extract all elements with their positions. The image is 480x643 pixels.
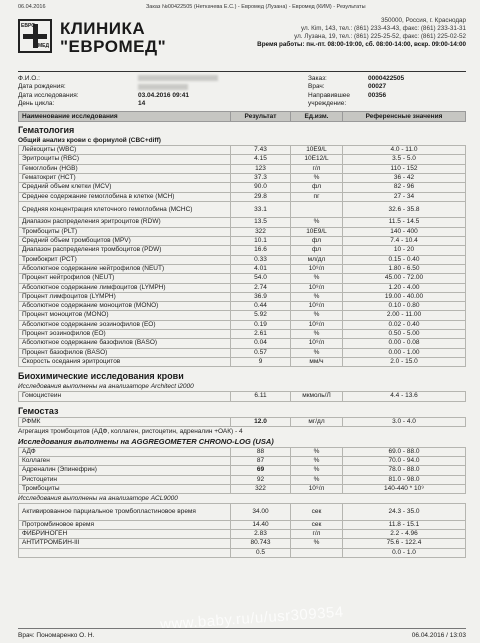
- study-date-label: Дата исследования:: [18, 91, 79, 99]
- test-unit: сек: [291, 504, 343, 521]
- test-name: Скорость оседания эритроцитов: [19, 357, 231, 366]
- test-reference: 1.80 - 6.50: [343, 264, 466, 273]
- test-name: Абсолютное содержание нейтрофилов (NEUT): [19, 264, 231, 273]
- test-unit: %: [291, 330, 343, 339]
- table-row: [19, 246, 466, 255]
- logo-text-top: ЕВРО: [21, 23, 36, 29]
- test-result: 2.74: [231, 283, 291, 292]
- test-name: Абсолютное содержание эозинофилов (EO): [19, 320, 231, 329]
- test-unit: 10⁹/л: [291, 264, 343, 273]
- test-unit: %: [291, 447, 343, 456]
- clinic-address: [210, 17, 466, 49]
- test-result: 14.40: [231, 520, 291, 529]
- test-reference: 0.50 - 5.00: [343, 330, 466, 339]
- test-unit: мл/дл: [291, 255, 343, 264]
- test-name: Средний объем тромбоцитов (MPV): [19, 237, 231, 246]
- birth-label: Дата рождения:: [18, 83, 66, 91]
- col-ref-header: Референсные значения: [343, 112, 466, 122]
- test-name: Процент лимфоцитов (LYMPH): [19, 292, 231, 301]
- test-result: 16.6: [231, 246, 291, 255]
- test-unit: фл: [291, 246, 343, 255]
- cycle-day-value: 14: [138, 99, 146, 107]
- table-row: [19, 201, 466, 218]
- study-date-value: 03.04.2016 09:41: [138, 91, 189, 99]
- test-result: 6.11: [231, 392, 291, 401]
- test-result: 2.83: [231, 530, 291, 539]
- test-name: Процент нейтрофилов (NEUT): [19, 274, 231, 283]
- test-name: Гомоцистеин: [19, 392, 231, 401]
- test-unit: мг/дл: [291, 417, 343, 426]
- test-name: Коллаген: [19, 457, 231, 466]
- test-result: 29.8: [231, 192, 291, 201]
- table-row: [19, 357, 466, 366]
- table-row: [19, 264, 466, 273]
- table-row: [19, 330, 466, 339]
- euromed-logo-icon: [18, 19, 52, 53]
- doctor-signature: Врач: Пономаренко О. Н.: [18, 632, 95, 639]
- table-row: [19, 274, 466, 283]
- test-reference: 36 - 42: [343, 174, 466, 183]
- test-name: Среднее содержание гемоглобина в клетке (MCH): [19, 192, 231, 201]
- test-name: Лейкоциты (WBC): [19, 146, 231, 155]
- test-reference: 27 - 34: [343, 192, 466, 201]
- test-result: 0.19: [231, 320, 291, 329]
- test-unit: %: [291, 475, 343, 484]
- test-result: 9: [231, 357, 291, 366]
- hematology-title: Гематология: [18, 125, 75, 136]
- test-reference: 4.4 - 13.6: [343, 392, 466, 401]
- test-reference: 32.6 - 35.8: [343, 201, 466, 218]
- test-name: Протромбиновое время: [19, 520, 231, 529]
- coagulation-table: [18, 503, 466, 558]
- address-line1: 350000, Россия, г. Краснодар: [380, 17, 466, 24]
- clinic-name-line1: КЛИНИКА: [60, 19, 146, 38]
- test-name: Гемоглобин (HGB): [19, 164, 231, 173]
- test-unit: %: [291, 218, 343, 227]
- test-result: 34.00: [231, 504, 291, 521]
- table-row: [19, 311, 466, 320]
- test-result: 36.9: [231, 292, 291, 301]
- results-table-header: [18, 111, 466, 122]
- test-result: 12.0: [231, 417, 291, 426]
- col-unit-header: Ед.изм.: [291, 112, 343, 122]
- address-line3: ул. Лузана, 19, тел.: (861) 225-25-52, факс: (861) 225-02-52: [294, 33, 466, 40]
- test-name: Адреналин (Эпинефрин): [19, 466, 231, 475]
- test-name: Процент моноцитов (MONO): [19, 311, 231, 320]
- test-unit: фл: [291, 183, 343, 192]
- test-name: Гематокрит (HCT): [19, 174, 231, 183]
- test-name: Активированное парциальное тромбопластиновое время: [19, 504, 231, 521]
- biochem-title: Биохимические исследования крови: [18, 371, 184, 382]
- test-reference: 0.0 - 1.0: [343, 548, 466, 557]
- test-name: Средний объем клетки (MCV): [19, 183, 231, 192]
- test-name: АДФ: [19, 447, 231, 456]
- test-reference: 140 - 400: [343, 227, 466, 236]
- table-row: [19, 520, 466, 529]
- hematology-table: [18, 145, 466, 367]
- test-unit: %: [291, 466, 343, 475]
- doctor-code-value: 00027: [368, 83, 387, 91]
- test-reference: 4.0 - 11.0: [343, 146, 466, 155]
- test-unit: 10⁹/л: [291, 485, 343, 494]
- test-result: 13.5: [231, 218, 291, 227]
- table-row: [19, 302, 466, 311]
- biochem-note: Исследования выполнены на анализаторе Architect i2000: [18, 383, 194, 391]
- test-reference: 2.2 - 4.96: [343, 530, 466, 539]
- test-name: АНТИТРОМБИН-III: [19, 539, 231, 548]
- table-row: [19, 255, 466, 264]
- working-hours: Время работы: пн.-пт. 08:00-19:00, сб. 08:00-14:00, вскр. 09:00-14:00: [257, 41, 466, 48]
- test-unit: 10E9/L: [291, 146, 343, 155]
- order-label: Заказ:: [308, 75, 327, 82]
- test-reference: 140-440 * 10⁹: [343, 485, 466, 494]
- table-row: [19, 475, 466, 484]
- test-name: Тромбоциты: [19, 485, 231, 494]
- test-result: 37.3: [231, 174, 291, 183]
- test-reference: 3.5 - 5.0: [343, 155, 466, 164]
- test-result: 33.1: [231, 201, 291, 218]
- clinic-name-line2: "ЕВРОМЕД": [60, 37, 167, 56]
- test-reference: 110 - 152: [343, 164, 466, 173]
- test-result: 123: [231, 164, 291, 173]
- aggregometer-note: Исследования выполнены на AGGREGOMETER CHRONO-LOG (USA): [18, 436, 274, 446]
- test-unit: г/л: [291, 530, 343, 539]
- test-reference: 82 - 96: [343, 183, 466, 192]
- test-reference: 2.00 - 11.00: [343, 311, 466, 320]
- print-date: 06.04.2016: [18, 4, 46, 10]
- print-order-info: Заказ №00422505 (Неткачева Е.С.) - Евромед (Лузана) - Евромед (КИМ) - Результаты: [145, 4, 366, 10]
- test-reference: 11.5 - 14.5: [343, 218, 466, 227]
- sender-label: Направившее учреждение:: [308, 91, 351, 107]
- test-result: 0.57: [231, 348, 291, 357]
- test-result: 322: [231, 227, 291, 236]
- table-row: [19, 466, 466, 475]
- test-unit: %: [291, 174, 343, 183]
- hemostasis-table: [18, 417, 466, 427]
- test-unit: %: [291, 539, 343, 548]
- table-row: [19, 417, 466, 426]
- redacted-name: [138, 75, 218, 81]
- test-name: Эритроциты (RBC): [19, 155, 231, 164]
- test-result: 322: [231, 485, 291, 494]
- cbc-subtitle: Общий анализ крови с формулой (CBC+diff): [18, 137, 161, 145]
- test-result: 92: [231, 475, 291, 484]
- test-result: 90.0: [231, 183, 291, 192]
- test-name: Абсолютное содержание базофилов (BASO): [19, 339, 231, 348]
- logo-text-bottom: МЕД: [37, 43, 49, 49]
- test-reference: 19.00 - 40.00: [343, 292, 466, 301]
- test-unit: 10⁹/л: [291, 302, 343, 311]
- sender-value: 00356: [368, 91, 387, 99]
- table-row: [19, 392, 466, 401]
- table-row: [19, 530, 466, 539]
- test-reference: 11.8 - 15.1: [343, 520, 466, 529]
- test-reference: 0.15 - 0.40: [343, 255, 466, 264]
- test-reference: 2.0 - 15.0: [343, 357, 466, 366]
- table-row: [19, 146, 466, 155]
- test-result: 2.61: [231, 330, 291, 339]
- test-reference: 69.0 - 88.0: [343, 447, 466, 456]
- test-reference: 78.0 - 88.0: [343, 466, 466, 475]
- col-result-header: Результат: [231, 112, 291, 122]
- clinic-name: [60, 19, 210, 57]
- table-row: [19, 164, 466, 173]
- test-result: 0.04: [231, 339, 291, 348]
- table-row: [19, 155, 466, 164]
- test-result: 5.92: [231, 311, 291, 320]
- table-row: [19, 292, 466, 301]
- address-line2: ул. Кim, 143, тел.: (861) 233-43-43, факс: (861) 233-31-31: [301, 25, 466, 32]
- test-reference: 10 - 20: [343, 246, 466, 255]
- test-unit: г/л: [291, 164, 343, 173]
- redacted-birthdate: [138, 84, 188, 90]
- test-name: Тромбоциты (PLT): [19, 227, 231, 236]
- test-name: Процент базофилов (BASO): [19, 348, 231, 357]
- table-row: [19, 183, 466, 192]
- test-reference: 0.00 - 1.00: [343, 348, 466, 357]
- test-unit: 10⁹/л: [291, 283, 343, 292]
- acl-note: Исследования выполнены на анализаторе ACL9000: [18, 495, 178, 503]
- test-name: РФМК: [19, 417, 231, 426]
- test-unit: %: [291, 311, 343, 320]
- test-unit: мм/ч: [291, 357, 343, 366]
- test-name: Абсолютное содержание моноцитов (MONO): [19, 302, 231, 311]
- table-row: [19, 192, 466, 201]
- test-result: 80.743: [231, 539, 291, 548]
- test-result: 54.0: [231, 274, 291, 283]
- clinic-header: [18, 17, 466, 69]
- table-row: [19, 339, 466, 348]
- test-reference: 70.0 - 94.0: [343, 457, 466, 466]
- test-reference: 75.6 - 122.4: [343, 539, 466, 548]
- test-reference: 24.3 - 35.0: [343, 504, 466, 521]
- test-name: Диапазон распределения тромбоцитов (PDW): [19, 246, 231, 255]
- report-datetime: 06.04.2016 / 13:03: [411, 632, 466, 639]
- test-unit: мкмоль/Л: [291, 392, 343, 401]
- table-row: [19, 485, 466, 494]
- table-row: [19, 457, 466, 466]
- fio-label: Ф.И.О.:: [18, 75, 40, 82]
- test-unit: [291, 548, 343, 557]
- test-unit: %: [291, 292, 343, 301]
- test-reference: 3.0 - 4.0: [343, 417, 466, 426]
- test-name: Процент эозинофилов (EO): [19, 330, 231, 339]
- test-result: 7.43: [231, 146, 291, 155]
- test-name: Абсолютное содержание лимфоцитов (LYMPH): [19, 283, 231, 292]
- table-row: [19, 504, 466, 521]
- hemostasis-title: Гемостаз: [18, 405, 59, 416]
- cycle-day-label: День цикла:: [18, 99, 55, 107]
- test-result: 0.5: [231, 548, 291, 557]
- table-row: [19, 539, 466, 548]
- test-result: 87: [231, 457, 291, 466]
- test-result: 4.15: [231, 155, 291, 164]
- table-row: [19, 447, 466, 456]
- report-footer: [18, 628, 466, 639]
- test-name: Диапазон распределения эритроцитов (RDW): [19, 218, 231, 227]
- test-result: 69: [231, 466, 291, 475]
- test-name: Тромбокрит (PCT): [19, 255, 231, 264]
- table-row: [19, 218, 466, 227]
- test-unit: 10E12/L: [291, 155, 343, 164]
- aggregation-table: [18, 447, 466, 494]
- test-reference: 7.4 - 10.4: [343, 237, 466, 246]
- test-name: Средняя концентрация клеточного гемоглобина (MCHC): [19, 201, 231, 218]
- test-unit: %: [291, 274, 343, 283]
- table-row: [19, 283, 466, 292]
- test-reference: 0.00 - 0.08: [343, 339, 466, 348]
- patient-info: [18, 75, 466, 108]
- test-unit: пг: [291, 192, 343, 201]
- doctor-code-label: Врач:: [308, 83, 325, 91]
- print-header: [18, 4, 466, 13]
- aggregation-note: Агрегация тромбоцитов (АДФ, коллаген, ристоцетин, адреналин +ОАК) - 4: [18, 427, 243, 435]
- test-result: 88: [231, 447, 291, 456]
- order-value: 0000422505: [368, 75, 405, 82]
- test-reference: 81.0 - 98.0: [343, 475, 466, 484]
- table-row: [19, 320, 466, 329]
- test-reference: 45.00 - 72.00: [343, 274, 466, 283]
- table-row: [19, 548, 466, 557]
- test-result: 0.44: [231, 302, 291, 311]
- test-name: [19, 548, 231, 557]
- header-divider: [18, 71, 466, 72]
- test-name: ФИБРИНОГЕН: [19, 530, 231, 539]
- test-result: 4.01: [231, 264, 291, 273]
- test-unit: сек: [291, 520, 343, 529]
- table-row: [19, 227, 466, 236]
- watermark: www.baby.ru/u/usr309354: [159, 603, 345, 634]
- test-unit: 10E9/L: [291, 227, 343, 236]
- test-name: Ристоцетин: [19, 475, 231, 484]
- test-result: 0.33: [231, 255, 291, 264]
- test-reference: 0.02 - 0.40: [343, 320, 466, 329]
- biochem-table: [18, 391, 466, 401]
- table-row: [19, 348, 466, 357]
- test-result: 10.1: [231, 237, 291, 246]
- test-reference: 0.10 - 0.80: [343, 302, 466, 311]
- test-unit: 10⁹/л: [291, 320, 343, 329]
- test-unit: %: [291, 348, 343, 357]
- test-reference: 1.20 - 4.00: [343, 283, 466, 292]
- test-unit: [291, 201, 343, 218]
- test-unit: 10⁹/л: [291, 339, 343, 348]
- col-name-header: Наименование исследования: [19, 112, 231, 122]
- table-row: [19, 174, 466, 183]
- test-unit: %: [291, 457, 343, 466]
- test-unit: фл: [291, 237, 343, 246]
- table-row: [19, 237, 466, 246]
